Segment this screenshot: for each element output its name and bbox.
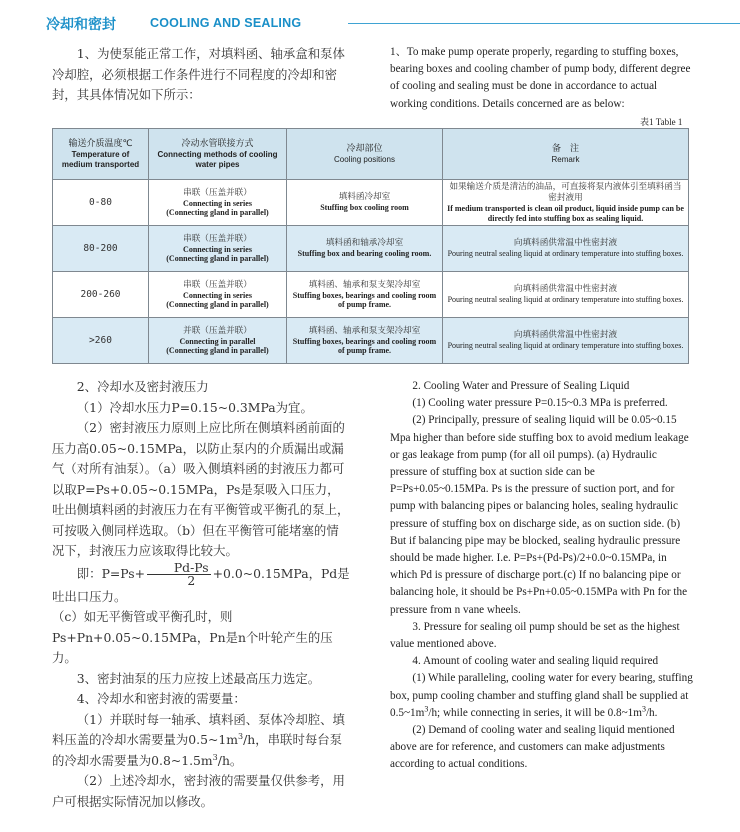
formula-pre: 即：P=Ps+ (76, 565, 146, 581)
cell-method (149, 226, 287, 272)
position-en: Stuffing boxes, bearings and cooling room of pump frame. (292, 290, 437, 309)
header-position-cn: 冷却部位 (346, 143, 383, 154)
header-remark-cn: 备 注 (551, 143, 579, 154)
s4-p1a-cn: （1）并联时每一轴承、填料函、泵体冷却腔、填料压盖的冷却水需要量为0.5~1m (52, 711, 345, 747)
cell-position (287, 180, 443, 226)
method-en-2: (Connecting gland in parallel) (166, 300, 269, 309)
formula-cn (52, 559, 350, 608)
s4-p1a-en: (1) While paralleling, cooling water for every bearing, stuffing box, pump cooling chamber and stuffing gland shall be supplied at 0.5~1m (390, 672, 693, 719)
table-row (53, 272, 689, 318)
method-en-1: Connecting in series (183, 290, 252, 300)
method-en-1: Connecting in series (183, 198, 252, 208)
cell-method (149, 180, 287, 226)
cell-temperature: >260 (53, 318, 149, 364)
method-en-2: (Connecting gland in parallel) (166, 254, 269, 263)
formula-denominator: 2 (187, 572, 196, 588)
method-cn: 串联（压盖并联） (183, 233, 252, 244)
header-temperature-cn: 输送介质温度℃ (68, 139, 133, 149)
remark-en: Pouring neutral sealing liquid at ordinary temperature into stuffing boxes. (447, 295, 684, 305)
s4-p2-en: (2) Demand of cooling water and sealing liquid mentioned above are for reference, and customers can make adjustments according to actual conditions. (390, 724, 675, 771)
position-en: Stuffing boxes, bearings and cooling room of pump frame. (292, 336, 437, 355)
intro-cn (52, 44, 350, 106)
cell-remark (443, 272, 689, 318)
method-en-1: Connecting in parallel (179, 336, 256, 346)
intro-en-text: 1、To make pump operate properly, regarding to stuffing boxes, bearing boxes and cooling chamber of pump body, different degree of cooling and sealing must be done in accordance to actual working conditions. Details concerned are as below: (390, 46, 691, 110)
s4-p1-en (390, 670, 694, 722)
method-en-2: (Connecting gland in parallel) (166, 208, 269, 217)
position-en: Stuffing box cooling room (320, 203, 409, 213)
s4-p1b-en: /h; while connecting in series, it will be 0.8~1m (428, 706, 642, 719)
s4-p2-cn: （2）上述冷却水，密封液的需要量仅供参考，用户可根据实际情况加以修改。 (52, 773, 345, 809)
header-remark (443, 129, 689, 180)
s3-cn: 3、密封油泵的压力应按上述最高压力选定。 (76, 670, 321, 686)
s4-p1-cn (52, 710, 350, 772)
s3-en: 3. Pressure for sealing oil pump should be set as the highest value mentioned above. (390, 620, 680, 651)
section-title-cn: 冷却和密封 (46, 17, 116, 33)
remark-en: If medium transported is clean oil product, liquid inside pump can be directly fed into stuffing box as sealing liquid. (447, 204, 684, 223)
position-cn: 填料函、轴承和泵支架冷却室 (308, 325, 421, 336)
section-title-en: COOLING AND SEALING (150, 16, 302, 30)
cell-temperature: 0-80 (53, 180, 149, 226)
method-en-1: Connecting in series (183, 244, 252, 254)
s2-title-en: 2. Cooling Water and Pressure of Sealing Liquid (412, 380, 630, 392)
table-row (53, 226, 689, 272)
header-method (149, 129, 287, 180)
cell-temperature: 200-260 (53, 272, 149, 318)
cell-position (287, 226, 443, 272)
remark-en: Pouring neutral sealing liquid at ordinary temperature into stuffing boxes. (447, 341, 684, 351)
cell-position (287, 272, 443, 318)
remark-cn: 向填料函供常温中性密封液 (513, 238, 618, 249)
cell-remark (443, 180, 689, 226)
table-row (53, 180, 689, 226)
unit-sup: 3 (212, 752, 218, 762)
body-cn (52, 377, 350, 812)
s4-p1c-en: /h. (645, 706, 658, 719)
s2-p1-en: (1) Cooling water pressure P=0.15~0.3 MPa is preferred. (412, 397, 668, 410)
s2-title-cn: 2、冷却水及密封液压力 (76, 379, 209, 394)
header-rule (348, 23, 740, 24)
header-remark-en: Remark (551, 154, 580, 164)
unit-sup: 3 (424, 704, 429, 714)
header-method-en: Connecting methods of cooling water pipes (157, 150, 278, 169)
formula-post: +0.0~0.15MPa，Pd是吐出口压力。 (52, 565, 350, 604)
position-en: Stuffing box and bearing cooling room. (297, 249, 432, 259)
table-caption: 表1 Table 1 (640, 117, 683, 127)
cooling-table (52, 128, 689, 364)
cell-remark (443, 226, 689, 272)
s4-p1c-cn: /h。 (217, 752, 243, 768)
s2-p3-cn: （c）如无平衡管或平衡孔时，则Ps+Pn+0.05~0.15MPa，Pn是n个叶轮产生的压力。 (52, 609, 333, 665)
formula-numerator: Pd-Ps (147, 562, 211, 575)
position-cn: 填料函和轴承冷却室 (325, 238, 404, 249)
unit-sup: 3 (238, 731, 244, 741)
unit-sup: 3 (641, 704, 646, 714)
method-cn: 串联（压盖并联） (183, 279, 252, 290)
s4-p1b-cn: /h，串联时每台泵的冷却水需要量为0.8~1.5m (52, 732, 343, 768)
table-header-row (53, 129, 689, 180)
position-cn: 填料函冷却室 (338, 192, 391, 203)
method-en-2: (Connecting gland in parallel) (166, 346, 269, 355)
cell-temperature: 80-200 (53, 226, 149, 272)
remark-cn: 如果输送介质是清洁的油品，可直接将泵内液体引至填料函当密封液用 (449, 182, 682, 204)
body-en (390, 378, 694, 774)
cell-remark (443, 318, 689, 364)
remark-cn: 向填料函供常温中性密封液 (513, 284, 618, 295)
s4-title-cn: 4、冷却水和密封液的需要量： (76, 691, 246, 706)
header-temperature (53, 129, 149, 180)
remark-en: Pouring neutral sealing liquid at ordinary temperature into stuffing boxes. (447, 249, 684, 259)
cell-method (149, 272, 287, 318)
method-cn: 并联（压盖并联） (183, 325, 252, 336)
table-row (53, 318, 689, 364)
s2-p2-cn: （2）密封液压力原则上应比所在侧填料函前面的压力高0.05~0.15MPa，以防止泵内的介质漏出或漏气（对所有油泵）。（a）吸入侧填料函的封液压力都可以取P=Ps+0.05~0.15MPa，Ps是泵吸入口压力，吐出侧填料函的封液压力在有平衡管或平衡孔的泵上，可按吸入侧同样选取。（b）但在平衡管可能堵塞的情况下，封液压力应该取得比较大。 (52, 420, 350, 558)
cell-position (287, 318, 443, 364)
s4-title-en: 4. Amount of cooling water and sealing liquid required (412, 655, 659, 668)
s2-p1-cn: （1）冷却水压力P=0.15~0.3MPa为宜。 (76, 399, 313, 415)
header-method-cn: 冷动水管联接方式 (181, 139, 254, 149)
method-cn: 串联（压盖并联） (183, 187, 252, 198)
intro-en (390, 44, 694, 113)
intro-cn-text: 1、为使泵能正常工作，对填料函、轴承盒和泵体冷却腔，必须根据工作条件进行不同程度的冷却和密封，其具体情况如下所示： (52, 46, 345, 102)
header-temperature-en: Temperature of medium transported (61, 150, 140, 169)
formula-fraction (147, 559, 211, 588)
position-cn: 填料函、轴承和泵支架冷却室 (308, 279, 421, 290)
header-position-en: Cooling positions (334, 154, 395, 164)
remark-cn: 向填料函供常温中性密封液 (513, 330, 618, 341)
section-header (46, 12, 740, 36)
s2-p2-en: (2) Principally, pressure of sealing liquid will be 0.05~0.15 Mpa higher than before side stuffing box to avoid medium leakage or gas leakage from pump (for all oil pumps). (a) Hydraulic pressure of stuffing box at suction side can be P=Ps+0.05~0.15MPa. Ps is the pressure of suction port, and for pump with balancing pipes or balancing holes, sealing hydraulic pressure of stuffing box on discharge side, as on suction side. (b) But if balancing pipe may be blocked, sealing hydraulic pressure should be made higher. I.e. P=Ps+(Pd-Ps)/2+0.0~0.15MPa, in which Pd is pressure of discharge port.(c) If no balancing pipe or balancing hole, it should be Ps+Pn+0.05~0.15MPa with Pn for the pressure from n vane wheels. (390, 414, 689, 616)
header-position (287, 129, 443, 180)
cell-method (149, 318, 287, 364)
